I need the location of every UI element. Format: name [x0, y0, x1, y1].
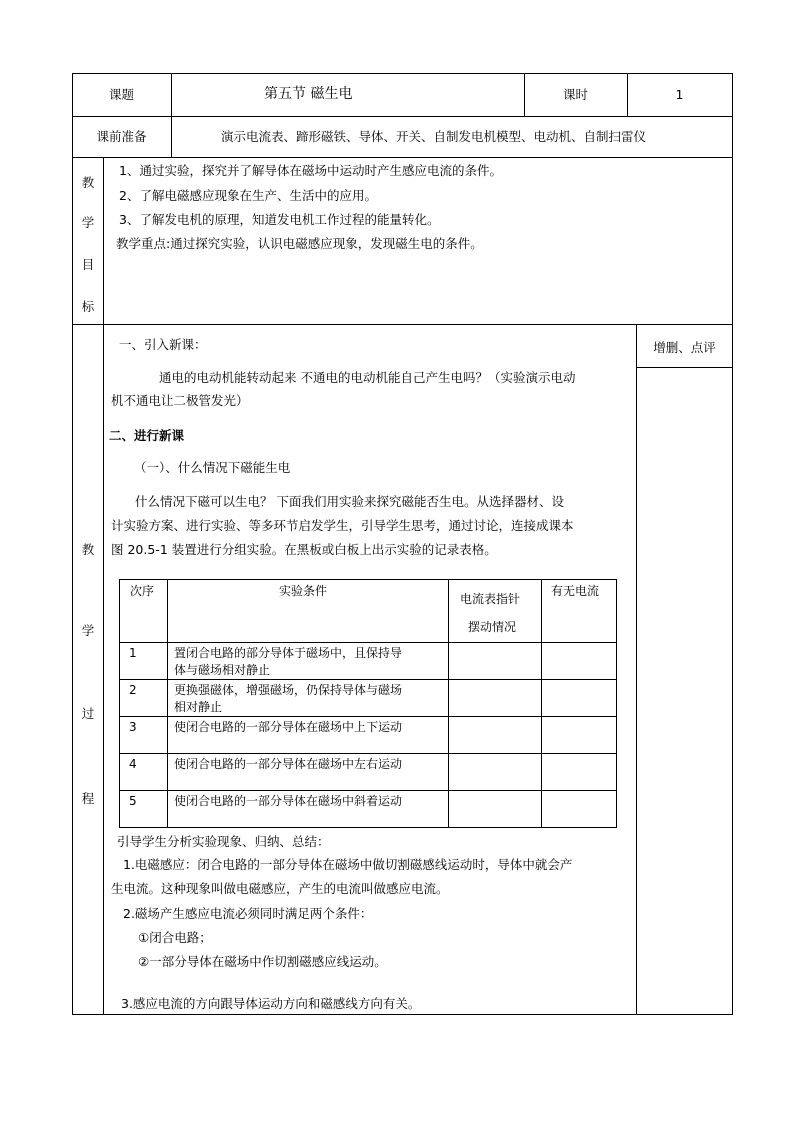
exp-row-no: 4 [129, 757, 137, 771]
exp-row-cond: 置闭合电路的部分导体于磁场中，且保持导 [174, 646, 403, 660]
experiment-table [119, 579, 617, 828]
exp-header-meter-2: 摆动情况 [468, 620, 517, 634]
process-label-char: 程 [81, 791, 95, 806]
point-1-line-2: 生电流。这种现象叫做电磁感应，产生的电流叫做感应电流。 [111, 881, 449, 896]
process-label-char: 教 [81, 542, 95, 557]
exp-line [119, 716, 617, 717]
goal-key-point: 教学重点:通过探究实验，认识电磁感应现象，发现磁生电的条件。 [116, 236, 483, 251]
side-header: 增删、点评 [653, 340, 716, 355]
col-divider-label [171, 73, 172, 157]
goals-label-char: 教 [81, 175, 95, 190]
exp-line [119, 790, 617, 791]
exp-header-current: 有无电流 [551, 584, 600, 598]
intro-line-1: 通电的电动机能转动起来 不通电的电动机能自己产生电吗？（实验演示电动 [159, 370, 576, 385]
goals-label-char: 目 [81, 257, 95, 272]
exp-row-no: 3 [129, 720, 137, 734]
exp-line [119, 642, 617, 643]
side-header-divider [636, 367, 733, 368]
exp-line [541, 579, 542, 828]
condition-b: ②一部分导体在磁场中作切割磁感应线运动。 [138, 954, 387, 969]
table-border-row2 [72, 157, 733, 158]
sub-heading: （一）、什么情况下磁能生电 [134, 460, 291, 475]
goals-label-char: 学 [81, 215, 95, 230]
exp-line [616, 579, 617, 828]
exp-line [119, 827, 617, 828]
exp-line [119, 579, 617, 580]
exp-row-cond: 使闭合电路的一部分导体在磁场中左右运动 [174, 757, 403, 771]
goals-label [73, 157, 103, 324]
point-3: 3.感应电流的方向跟导体运动方向和磁感线方向有关。 [121, 996, 421, 1011]
exp-header-order: 次序 [130, 584, 155, 598]
new-lesson-heading: 二、进行新课 [109, 428, 185, 443]
para-line-3: 图 20.5-1 装置进行分组实验。在黑板或白板上出示实验的记录表格。 [111, 542, 497, 557]
goal-line-1: 1、通过实验，探究并了解导体在磁场中运动时产生感应电流的条件。 [119, 163, 502, 178]
process-label [73, 324, 103, 1014]
para-line-2: 计实验方案、进行实验、等多环节启发学生，引导学生思考，通过讨论，连接成课本 [111, 518, 574, 533]
exp-line [119, 579, 120, 828]
table-border-right [732, 73, 733, 1015]
summary-intro: 引导学生分析实验现象、归纳、总结： [117, 834, 330, 849]
goals-label-char: 标 [81, 299, 95, 314]
period-value: 1 [675, 87, 684, 102]
exp-row-cond: 使闭合电路的一部分导体在磁场中上下运动 [174, 720, 403, 734]
exp-line [448, 579, 449, 828]
table-border-row3 [72, 324, 733, 325]
exp-line [119, 679, 617, 680]
period-label: 课时 [562, 87, 588, 102]
intro-line-2: 机不通电让二极管发光） [111, 393, 249, 408]
point-1-line-1: 1.电磁感应：闭合电路的一部分导体在磁场中做切割磁感线运动时，导体中就会产 [123, 857, 573, 872]
exp-header-meter-1: 电流表指针 [460, 592, 521, 606]
topic-value: 第五节 磁生电 [264, 86, 353, 102]
exp-row-no: 2 [129, 683, 137, 697]
prep-value: 演示电流表、蹄形磁铁、导体、开关、自制发电机模型、电动机、自制扫雷仪 [221, 129, 647, 144]
intro-heading: 一、引入新课： [119, 337, 207, 352]
exp-header-condition: 实验条件 [279, 584, 328, 598]
exp-line [167, 579, 168, 828]
exp-line [119, 753, 617, 754]
para-line-1: 什么情况下磁可以生电？ 下面我们用实验来探究磁能否生电。从选择器材、设 [135, 494, 564, 509]
table-border-bottom [72, 1014, 733, 1015]
exp-row-no: 5 [129, 794, 137, 808]
exp-row-cond: 相对静止 [174, 700, 223, 714]
topic-label: 课题 [108, 87, 134, 102]
exp-row-cond: 体与磁场相对静止 [174, 663, 271, 677]
goal-line-2: 2、了解电磁感应现象在生产、生活中的应用。 [119, 188, 377, 203]
exp-row-no: 1 [129, 646, 137, 660]
prep-label: 课前准备 [96, 129, 147, 144]
process-label-char: 学 [81, 623, 95, 638]
goal-line-3: 3、了解发电机的原理，知道发电机工作过程的能量转化。 [119, 212, 440, 227]
point-2: 2.磁场产生感应电流必须同时满足两个条件： [123, 906, 373, 921]
condition-a: ①闭合电路； [138, 930, 212, 945]
exp-row-cond: 更换强磁体，增强磁场，仍保持导体与磁场 [174, 683, 403, 697]
exp-row-cond: 使闭合电路的一部分导体在磁场中斜着运动 [174, 794, 403, 808]
col-divider-side [636, 324, 637, 1015]
col-divider-vertical-label [103, 157, 104, 1015]
process-label-char: 过 [81, 706, 95, 721]
